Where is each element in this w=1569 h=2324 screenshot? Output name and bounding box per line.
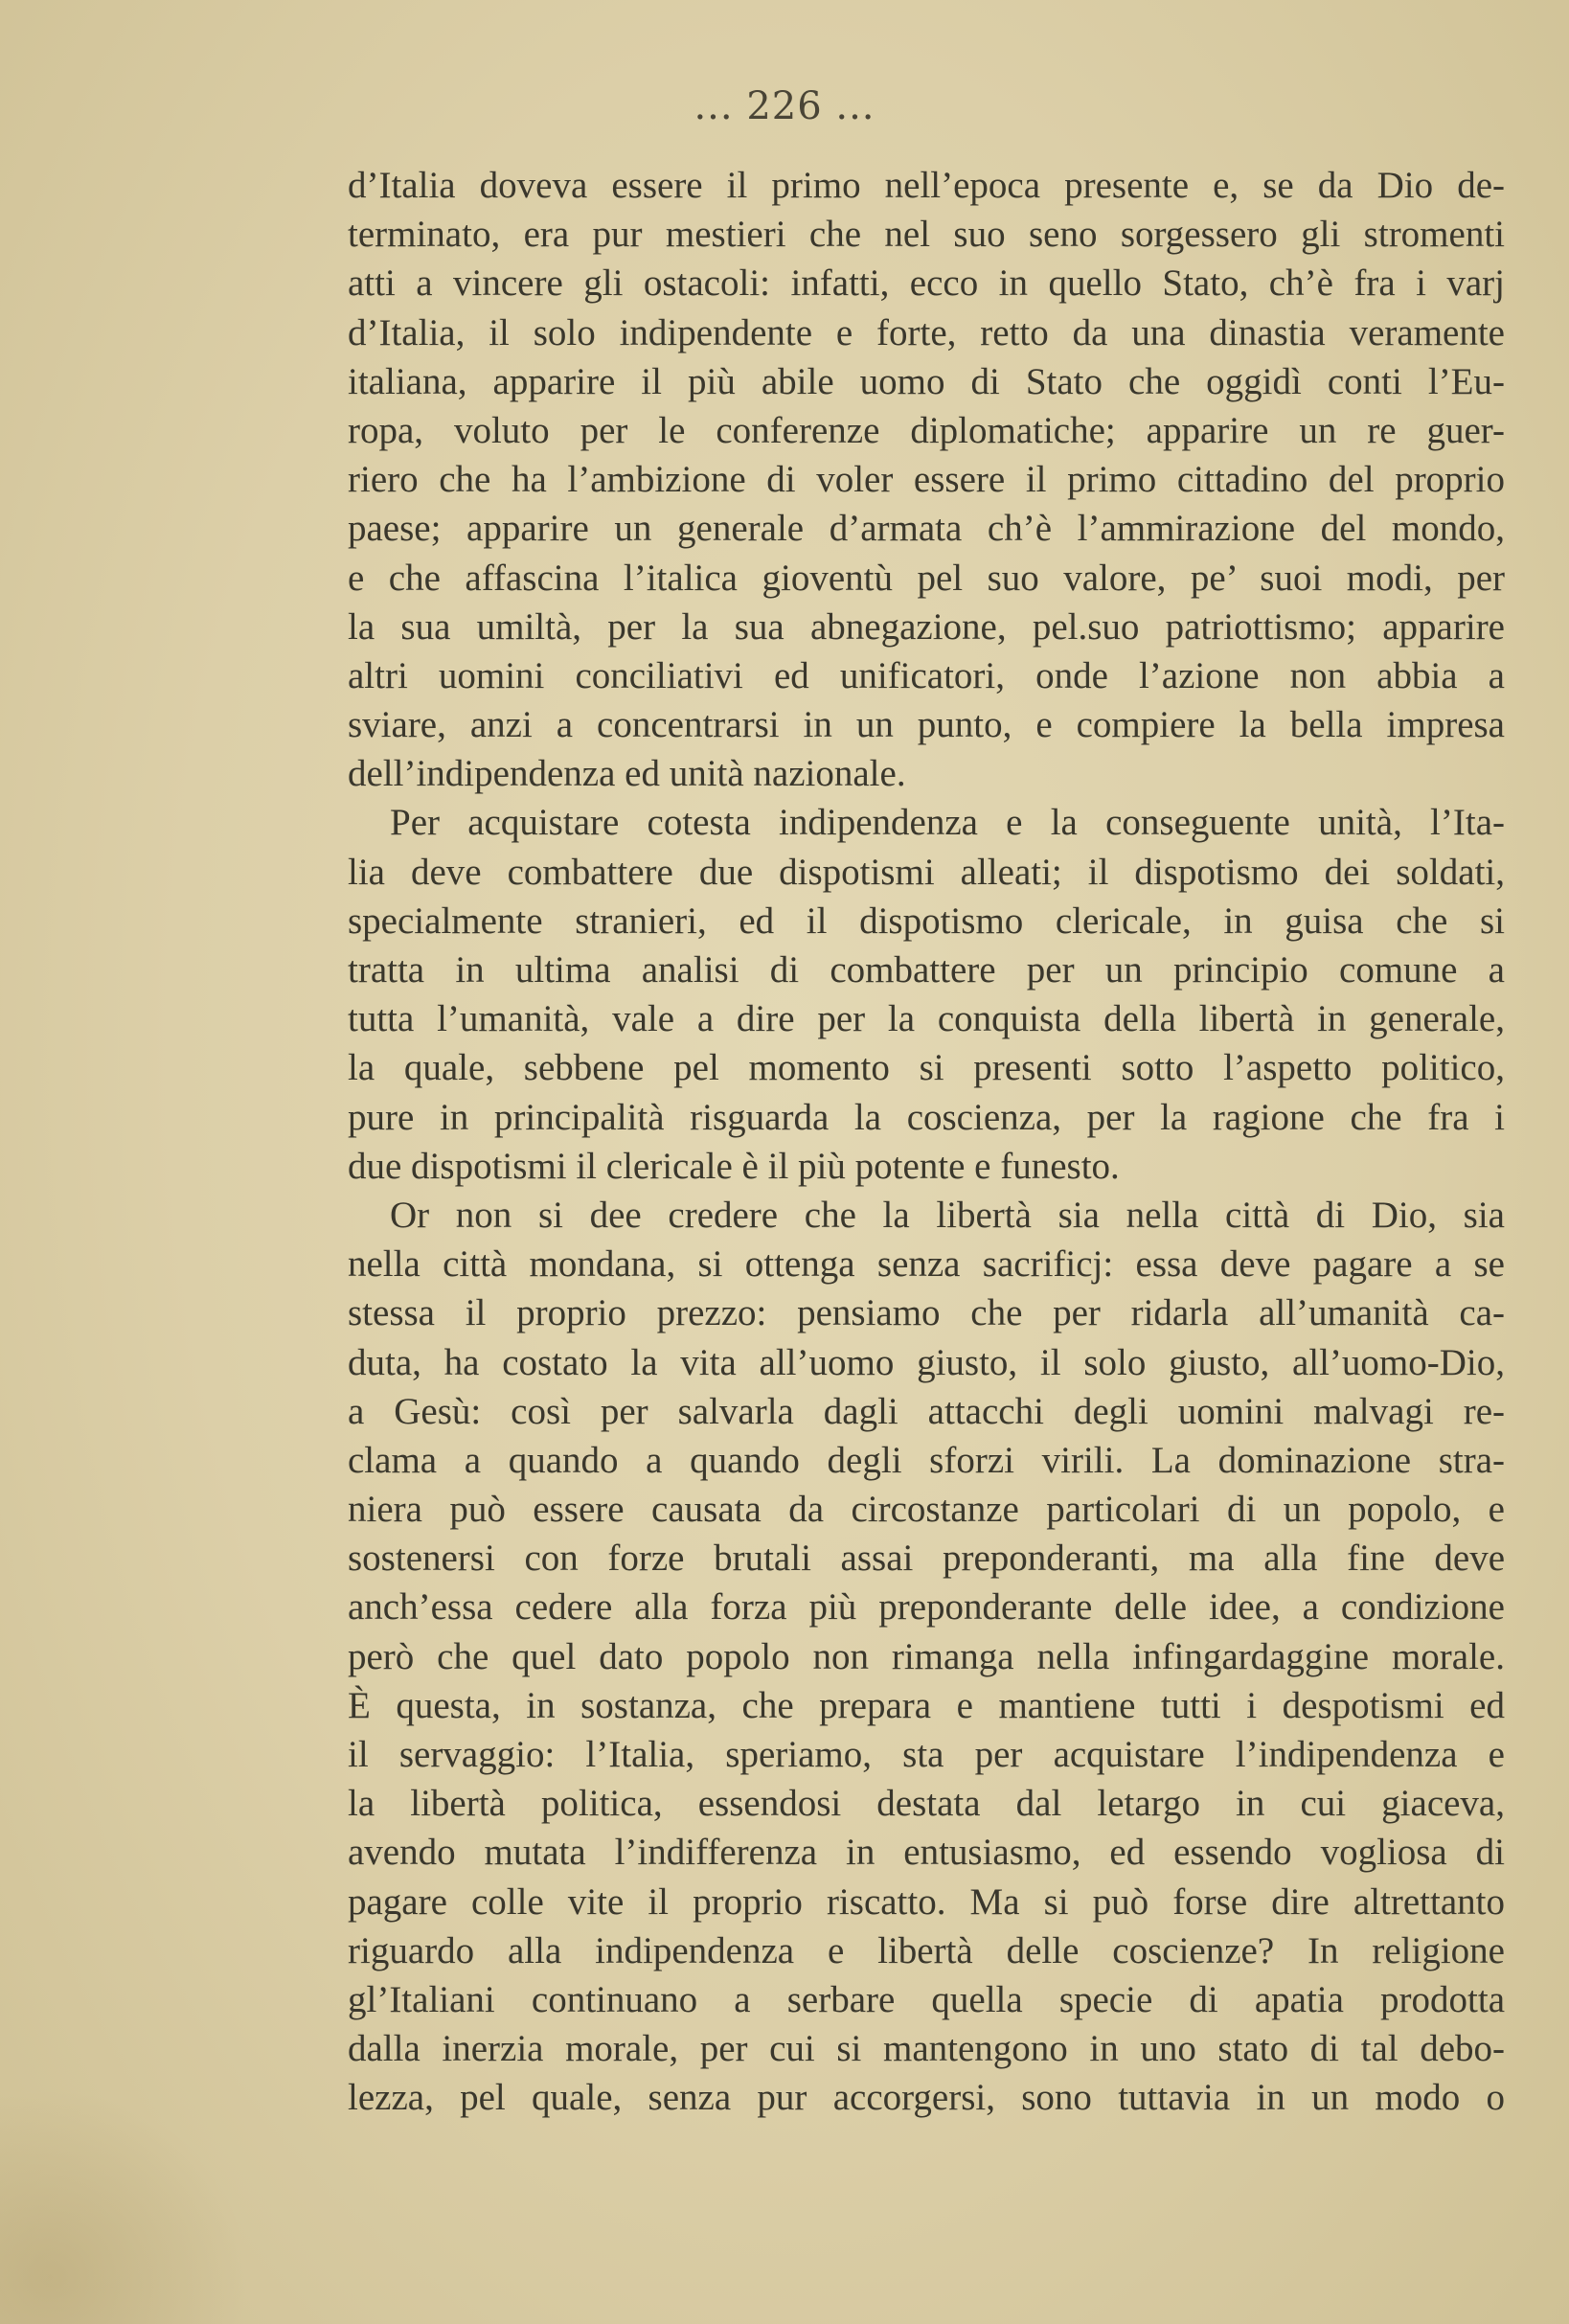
text-line: la libertà politica, essendosi destata dal letargo in cui giaceva, <box>348 1783 1505 1825</box>
text-line: lia deve combattere due dispotismi alleati; il dispotismo dei soldati, <box>348 851 1505 893</box>
text-line: atti a vincere gli ostacoli: infatti, ecco in quello Stato, ch’è fra i varj <box>348 262 1505 305</box>
paper-stain <box>0 2088 249 2324</box>
text-line: però che quel dato popolo non rimanga nella infingardaggine morale. <box>348 1635 1505 1677</box>
text-line: duta, ha costato la vita all’uomo giusto, il solo giusto, all’uomo-Dio, <box>348 1341 1505 1383</box>
text-line: sviare, anzi a concentrarsi in un punto, e compiere la bella impresa <box>348 704 1505 746</box>
text-line: terminato, era pur mestieri che nel suo seno sorgessero gli stromenti <box>348 214 1505 256</box>
body-text <box>348 161 1505 2123</box>
text-line: ropa, voluto per le conferenze diplomatiche; apparire un re guer- <box>348 409 1505 451</box>
text-line: È questa, in sostanza, che prepara e mantiene tutti i despotismi ed <box>348 1684 1505 1726</box>
text-line: gl’Italiani continuano a serbare quella specie di apatia prodotta <box>348 1978 1505 2020</box>
text-line: stessa il proprio prezzo: pensiamo che per ridarla all’umanità ca- <box>348 1292 1505 1334</box>
text-line: specialmente stranieri, ed il dispotismo clericale, in guisa che si <box>348 900 1505 942</box>
text-line: d’Italia doveva essere il primo nell’epoca presente e, se da Dio de- <box>348 165 1505 206</box>
text-line: anch’essa cedere alla forza più preponderante delle idee, a condizione <box>348 1586 1505 1629</box>
text-line: italiana, apparire il più abile uomo di Stato che oggidì conti l’Eu- <box>348 360 1505 402</box>
text-line: avendo mutata l’indifferenza in entusiasmo, ed essendo vogliosa di <box>348 1832 1505 1874</box>
text-line: pure in principalità risguarda la coscienza, per la ragione che fra i <box>348 1096 1505 1138</box>
text-line: sostenersi con forze brutali assai preponderanti, ma alla fine deve <box>348 1538 1505 1580</box>
text-line: tutta l’umanità, vale a dire per la conquista della libertà in generale, <box>348 998 1505 1040</box>
text-line: il servaggio: l’Italia, speriamo, sta per acquistare l’indipendenza e <box>348 1734 1505 1775</box>
text-line: clama a quando a quando degli sforzi virili. La dominazione stra- <box>348 1439 1505 1481</box>
text-line: nella città mondana, si ottenga senza sacrificj: essa deve pagare a se <box>348 1243 1505 1286</box>
text-line: tratta in ultima analisi di combattere per un principio comune a <box>348 949 1505 991</box>
text-line: dell’indipendenza ed unità nazionale. <box>348 753 906 795</box>
text-line: a Gesù: così per salvarla dagli attacchi degli uomini malvagi re- <box>348 1390 1505 1432</box>
text-line: Per acquistare cotesta indipendenza e la conseguente unità, l’Ita- <box>390 802 1505 844</box>
text-line: paese; apparire un generale d’armata ch’è l’ammirazione del mondo, <box>348 508 1505 550</box>
text-line: riero che ha l’ambizione di voler essere il primo cittadino del proprio <box>348 459 1505 501</box>
text-line: dalla inerzia morale, per cui si mantengono in uno stato di tal debo- <box>348 2028 1505 2070</box>
text-line: d’Italia, il solo indipendente e forte, retto da una dinastia veramente <box>348 311 1505 353</box>
text-line: due dispotismi il clericale è il più potente e funesto. <box>348 1145 1120 1187</box>
page-number: ... 226 ... <box>694 84 875 128</box>
text-line: niera può essere causata da circostanze particolari di un popolo, e <box>348 1489 1505 1531</box>
text-line: riguardo alla indipendenza e libertà delle coscienze? In religione <box>348 1929 1505 1971</box>
text-line: la quale, sebbene pel momento si presenti sotto l’aspetto politico, <box>348 1047 1505 1089</box>
text-line: Or non si dee credere che la libertà sia nella città di Dio, sia <box>390 1194 1505 1236</box>
text-line: e che affascina l’italica gioventù pel suo valore, pe’ suoi modi, per <box>348 557 1505 599</box>
text-line: lezza, pel quale, senza pur accorgersi, sono tuttavia in un modo o <box>348 2077 1505 2119</box>
text-line: la sua umiltà, per la sua abnegazione, pel.suo patriottismo; apparire <box>348 605 1505 648</box>
text-line: pagare colle vite il proprio riscatto. Ma si può forse dire altrettanto <box>348 1880 1505 1923</box>
text-line: altri uomini conciliativi ed unificatori, onde l’azione non abbia a <box>348 654 1505 696</box>
